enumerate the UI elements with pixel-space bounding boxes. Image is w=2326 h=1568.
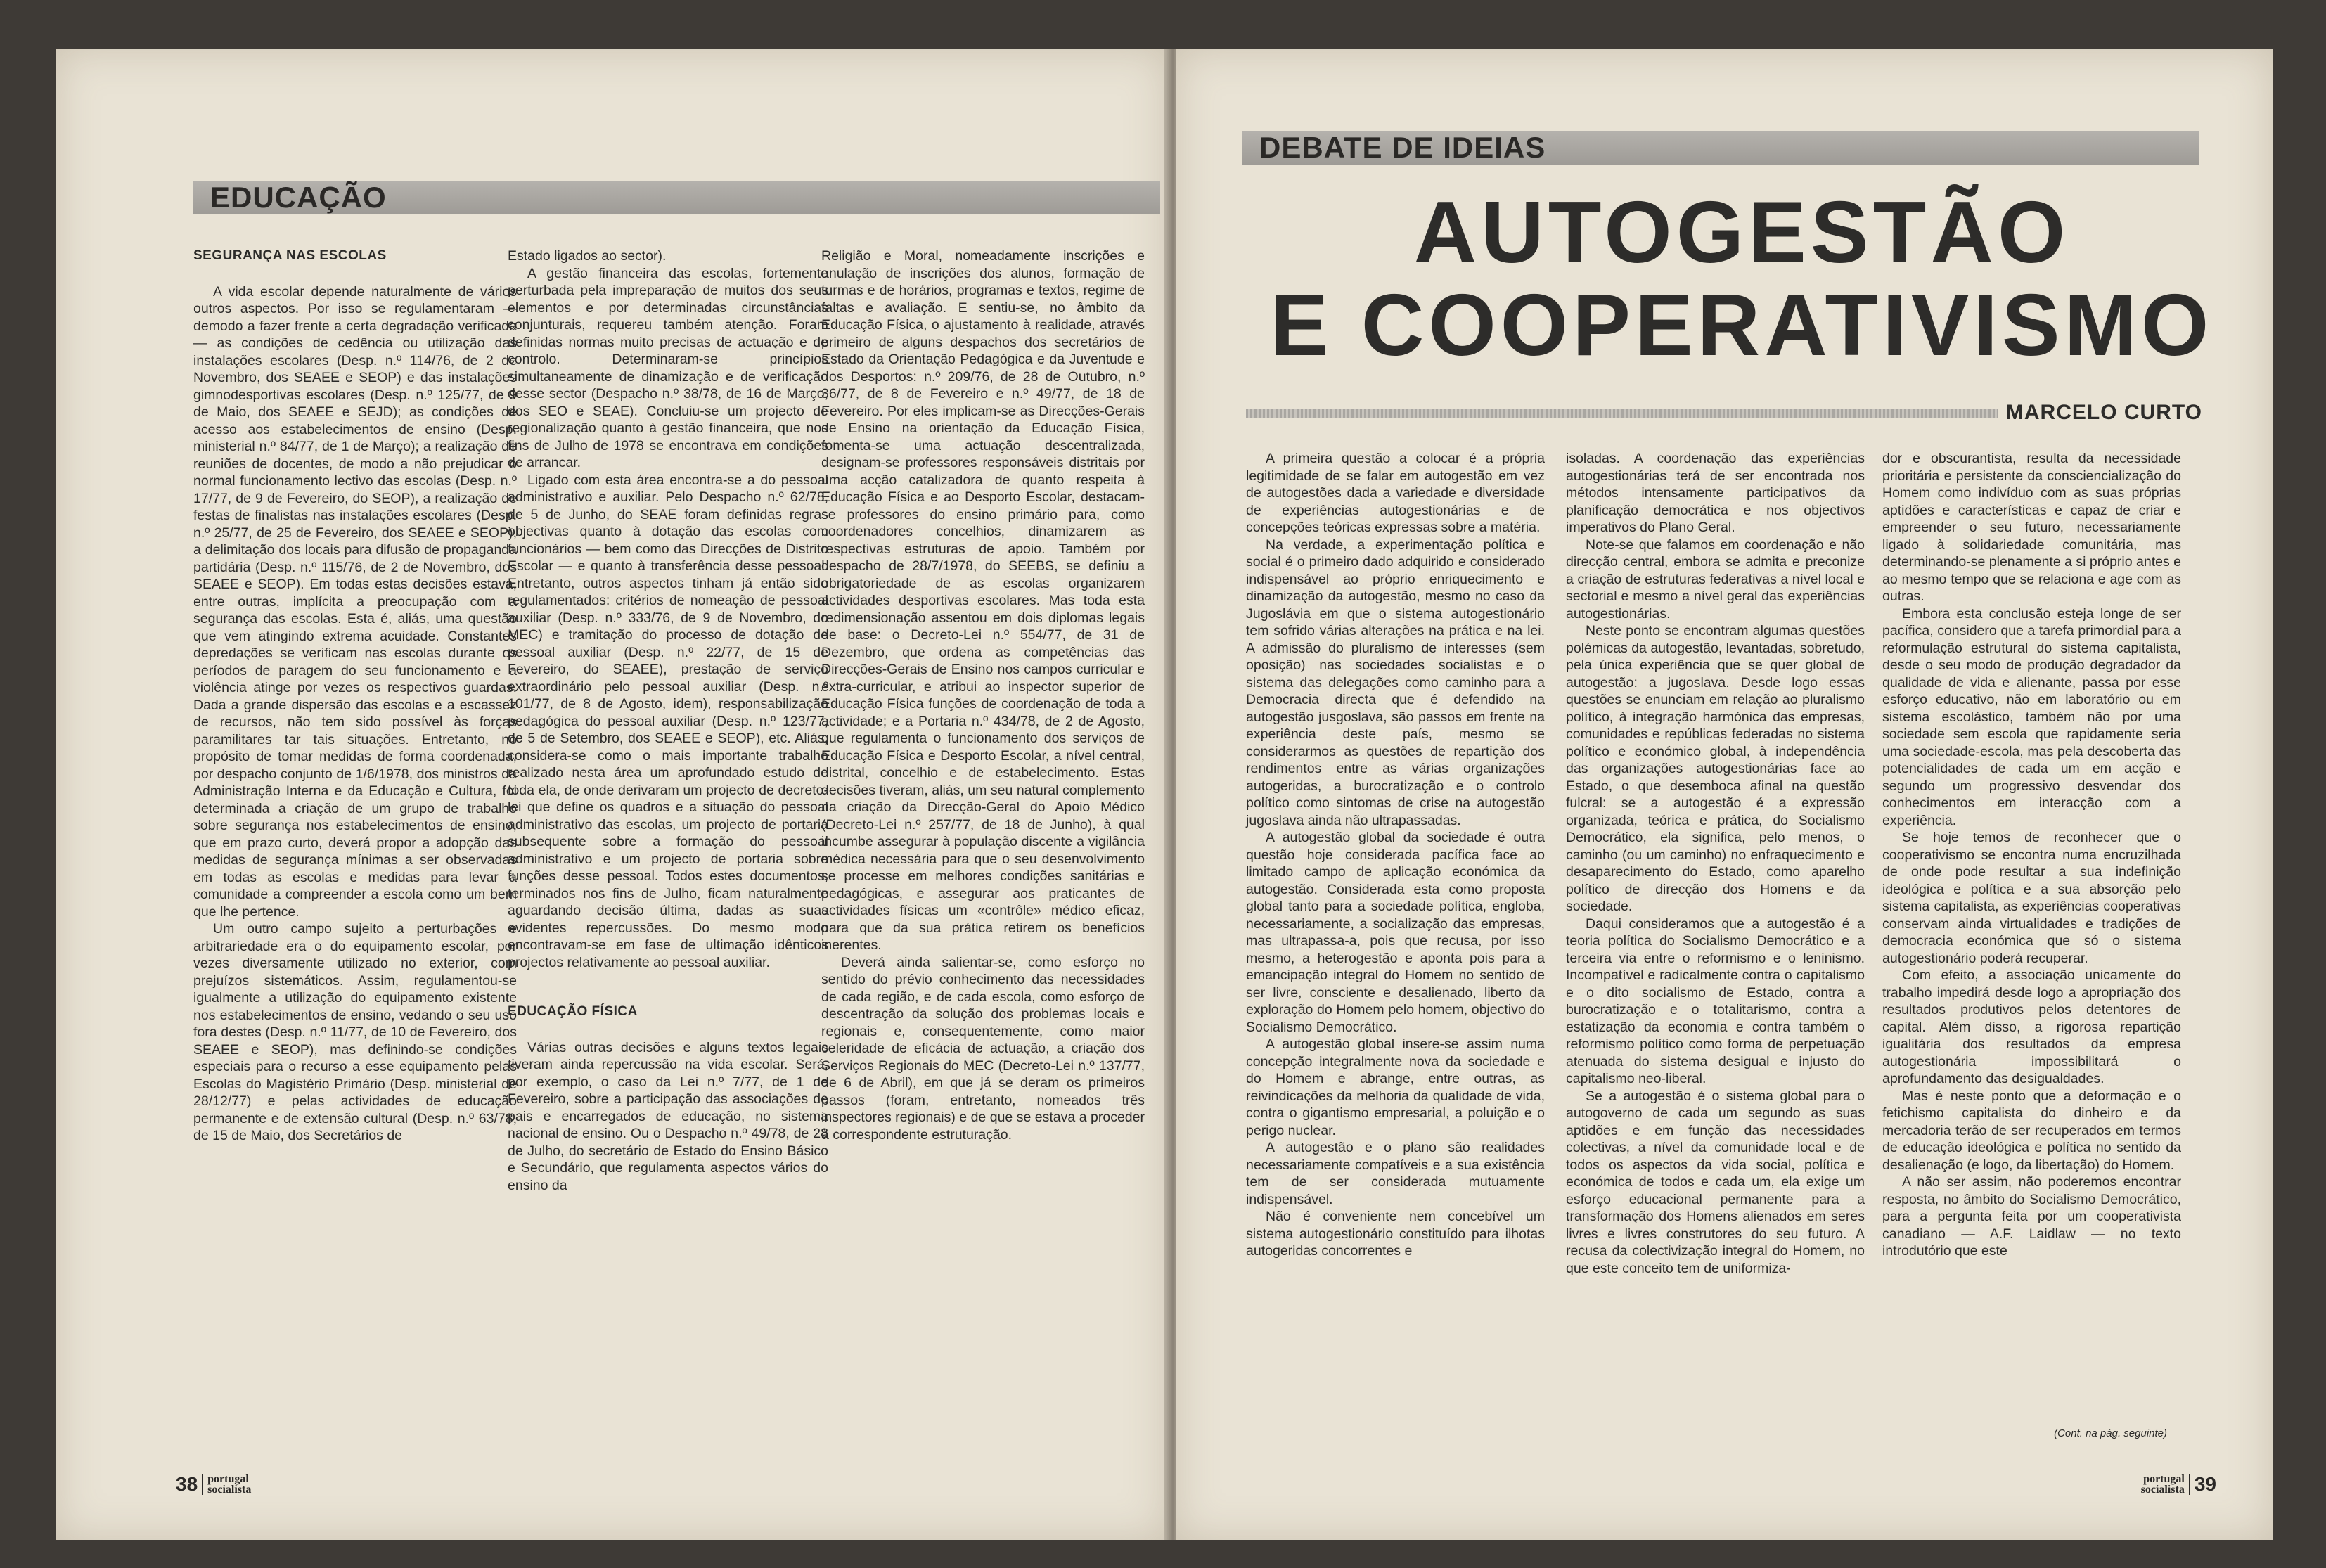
article-title	[1242, 186, 2241, 372]
paragraph: A não ser assim, não poderemos encontrar resposta, no âmbito do Socialismo Democrático, para a pergunta feita por um cooperativista canadiano — A.F. Laidlaw — no texto introdutório que este	[1882, 1174, 2181, 1259]
article-column	[1882, 450, 2181, 1260]
publication-logo	[202, 1474, 251, 1495]
paragraph: Estado ligados ao sector).	[508, 248, 667, 264]
paragraph: A gestão financeira das escolas, fortemente perturbada pela impreparação de muitos dos seus elementos e por determinadas circunstâncias conjunturais, requereu também atenção. Foram definidas normas muito precisas de actuação e de controlo. Determinaram-se princípios simultaneamente de dinamização e de verificação desse sector (Despacho n.º 38/78, de 16 de Março, dos SEO e SEAE). Concluiu-se um projecto de regionalização quanto à gestão financeira, que nos fins de Julho de 1978 se encontrava em condições de arrancar.	[508, 265, 828, 470]
paragraph: Note-se que falamos em coordenação e não direcção central, embora se admita e preconize a criação de estruturas federativas a nível local e sectorial e mesmo a nível geral das experiências autogestionárias.	[1566, 536, 1865, 622]
paragraph: Na verdade, a experimentação política e social é o primeiro dado adquirido e considerado indispensável ao próprio enriquecimento e dinamização da autogestão, mesmo no caso da Jugoslávia em que o sistema autogestionário tem sofrido várias alterações na prática e na lei. A admissão do pluralismo de interesses (sem oposição) nas sociedades socialistas e o sistema das delegações como caminho para a Democracia directa que é defendido na autogestão jusgoslava, são passos em frente na experiência deste país, mesmo se considerarmos as questões de repartição dos rendimentos entre as várias organizações autogeridas, a burocratização e o controlo político como sintomas de crise na autogestão jugoslava ainda não ultrapassadas.	[1246, 536, 1545, 828]
section-subheading: SEGURANÇA NAS ESCOLAS	[193, 248, 387, 263]
paragraph: Mas é neste ponto que a deformação e o fetichismo capitalista do dinheiro e da mercadoria terão de ser recuperados em termos de educação ideológica e política no sentido da desalienação (e logo, da libertação) do Homem.	[1882, 1088, 2181, 1173]
page-number-text: 38	[176, 1473, 198, 1495]
title-line: E COOPERATIVISMO	[1270, 277, 2213, 374]
section-subheading: EDUCAÇÃO FÍSICA	[508, 1004, 638, 1019]
left-page	[56, 49, 1167, 1540]
publication-logo	[2141, 1474, 2190, 1495]
logo-line: socialista	[207, 1484, 252, 1496]
paragraph: Várias outras decisões e alguns textos legais tiveram ainda repercussão na vida escolar. Será, por exemplo, o caso da Lei n.º 7/77, de 1 de Fevereiro, sobre a participação das associações de pais e encarregados de educação, no sistema nacional de ensino. Ou o Despacho n.º 49/78, de 28 de Julho, do secretário de Estado do Ensino Básico e Secundário, que regulamenta aspectos vários do ensino da	[508, 1039, 828, 1193]
paragraph: A autogestão e o plano são realidades necessariamente compatíveis e a sua existência tem de ser considerada mutuamente indispensável.	[1246, 1140, 1545, 1207]
paragraph: A autogestão global da sociedade é outra questão hoje considerada pacífica face ao limitado campo de aplicação económica da autogestão. Considerada esta como proposta global tanto para a sociedade política, engloba, necessariamente, a socialização das empresas, mas ultrapassa-a, pois que recusa, por isso mesmo, a heterogestão e aponta pois para a emancipação integral do Homem no sentido de ser livre, consciente e desalienado, liberto da exploração do Homem pelo homem, objectivo do Socialismo Democrático.	[1246, 830, 1545, 1035]
page-number-text: 39	[2194, 1473, 2216, 1495]
section-title: DEBATE DE IDEIAS	[1259, 131, 1546, 164]
paragraph: Religião e Moral, nomeadamente inscrições e anulação de inscrições dos alunos, formação de turmas e de horários, programas e textos, regime de faltas e avaliação. E sentiu-se, no âmbito da Educação Física, o ajustamento à realidade, através primeiro de alguns despachos dos secretários de Estado da Orientação Pedagógica e da Juventude e dos Desportos: n.º 209/76, de 28 de Outubro, n.º 36/77, de 8 de Fevereiro e n.º 49/77, de 18 de Fevereiro. Por eles implicam-se as Direcções-Gerais de Ensino na orientação da Educação Física, fomenta-se uma actuação descentralizada, designam-se professores responsáveis distritais por uma acção catalizadora de quanto respeita à Educação Física e ao Desporto Escolar, destacam-se professores do ensino primário para, como coordenadores concelhios, dinamizarem as respectivas estruturas de apoio. Também por despacho de 28/7/1978, do SEEBS, se definiu a obrigatoriedade de as escolas organizarem actividades desportivas escolares. Mas toda esta redimensionação assentou em dois diplomas legais de base: o Decreto-Lei n.º 554/77, de 31 de Dezembro, que ordena as competências das Direcções-Gerais de Ensino nos campos curricular e extra-curricular, e atribui ao inspector superior de Educação Física funções de coordenação de toda a actividade; e a Portaria n.º 434/78, de 2 de Agosto, que regulamenta o funcionamento dos serviços de Educação Física e Desporto Escolar, a nível central, distrital, concelhio e de estabelecimento. Estas decisões tiveram, aliás, um seu natural complemento na criação da Direcção-Geral do Apoio Médico (Decreto-Lei n.º 257/77, de 18 de Junho), à qual incumbe assegurar à população discente a vigilância médica necessária para que o seu desenvolvimento se processe em melhores condições sanitárias e pedagógicas, e assegurar aos praticantes de actividades físicas um «contrôle» médico eficaz, para que da sua prática retirem os benefícios inerentes.	[821, 248, 1145, 953]
paragraph: Com efeito, a associação unicamente do trabalho impedirá desde logo a apropriação dos resultados produtivos pelos detentores de capital. Além disso, a rigorosa repartição igualitária dos resultados da empresa autogestionária impossibilitará o aprofundamento das desigualdades.	[1882, 968, 2181, 1086]
paragraph: Um outro campo sujeito a perturbações e arbitrariedade era o do equipamento escolar, por vezes diversamente utilizado no exterior, com prejuízos sistemáticos. Assim, regulamentou-se igualmente a utilização do equipamento existente nos estabelecimentos de ensino, vedando o seu uso fora destes (Desp. n.º 11/77, de 10 de Fevereiro, dos SEAEE e SEOP), mas definindo-se condições especiais para o recurso a esse equipamento pelas Escolas do Magistério Primário (Desp. ministerial de 28/12/77) e pelas actividades de educação permanente e de extensão cultural (Desp. n.º 63/78, de 15 de Maio, dos Secretários de	[193, 921, 517, 1143]
paragraph: A primeira questão a colocar é a própria legitimidade de se falar em autogestão em vez de autogestões dada a variedade e diversidade de experiências autogestionárias e de concepções teóricas expressas sobre a matéria.	[1246, 451, 1545, 535]
logo-line: socialista	[2140, 1484, 2185, 1496]
section-title: EDUCAÇÃO	[210, 181, 387, 214]
page-number	[2141, 1473, 2216, 1496]
paragraph: dor e obscurantista, resulta da necessidade prioritária e persistente da consciencialização do Homem como indivíduo com as suas próprias aptidões e características e capaz de criar e empreender o seu futuro, necessariamente ligado à solidariedade comunitária, mas determinando-se plenamente a si próprio antes e ao mesmo tempo que se relaciona e age com as outras.	[1882, 451, 2181, 604]
logo-line: portugal	[207, 1473, 249, 1485]
paragraph: isoladas. A coordenação das experiências autogestionárias terá de ser encontrada nos métodos intensamente participativos da planificação democrática e nos objectivos imperativos do Plano Geral.	[1566, 451, 1865, 535]
page-number	[176, 1473, 251, 1496]
logo-line: portugal	[2143, 1473, 2185, 1485]
paragraph: A vida escolar depende naturalmente de vários outros aspectos. Por isso se regulamentaram — demodo a fazer frente a certa degradação verificada — as condições de cedência ou utilização das instalações escolares (Desp. n.º 114/76, de 2 de Novembro, dos SEAEE e SEOP) e das instalações gimnodesportivas escolares (Desp. n.º 125/77, de 9 de Maio, dos SEAEE e SEJD); as condições de acesso aos estabelecimentos de ensino (Desp. ministerial n.º 84/77, de 1 de Março); a realização de reuniões de docentes, de modo a não prejudicar o normal funcionamento lectivo das escolas (Desp. n.º 17/77, de 9 de Fevereiro, do SEOP), a realização de festas de finalistas nas instalações escolares (Desp. n.º 25/77, de 25 de Fevereiro, dos SEAEE e SEOP), a delimitação dos locais para difusão de propaganda partidária (Desp. n.º 115/76, de 2 de Novembro, dos SEAEE e SEOP). Em todas estas decisões estava, entre outras, implícita a preocupação com a segurança das escolas. Esta é, aliás, uma questão que vem atingindo extrema acuidade. Constantes depredações se verificam nas escolas durante os períodos de paragem do seu funcionamento e a violência atinge por vezes os respectivos guardas. Dada a grande dispersão das escolas e a escassez de recursos, não tem sido possível às forças paramilitares tar tais situações. Entretanto, no propósito de tomar medidas de forma coordenada, por despacho conjunto de 1/6/1978, dos ministros da Administração Interna e da Educação e Cultura, foi determinada a criação de um grupo de trabalho sobre segurança nos estabelecimentos de ensino, que em prazo curto, deverá propor a adopção das medidas de segurança mínimas a ser observadas em todas as escolas e medidas para levar a comunidade a compreender a escola como um bem que lhe pertence.	[193, 283, 517, 920]
paragraph: Daqui consideramos que a autogestão é a teoria política do Socialismo Democrático e a terceira via entre o reformismo e o leninismo. Incompatível e radicalmente contra o capitalismo e o dito socialismo de Estado, contra a burocratização e o totalitarismo, contra a estatização da economia e contra também o reformismo político como forma de perpetuação atenuada do sistema desigual e injusto do capitalismo neo-liberal.	[1566, 915, 1865, 1086]
continued-note: (Cont. na pág. seguinte)	[2054, 1427, 2167, 1439]
paragraph: Embora esta conclusão esteja longe de ser pacífica, considero que a tarefa primordial para a reformulação estrutural do sistema capitalista, desde o seu modo de produção degradador da qualidade de vida e alienante, passa por esse esforço educativo, não em laboratório ou em sistema escolástico, também não por uma sociedade sem escola que rapidamente seria uma sociedade-escola, mas pela descoberta das potencialidades de cada um em acção e segundo um progressivo desvendar dos conhecimentos em interacção com a experiência.	[1882, 605, 2181, 828]
paragraph: Se hoje temos de reconhecer que o cooperativismo se encontra numa encruzilhada de onde pode resultar a sua indefinição ideológica e política e a sua absorção pelo sistema capitalista, as experiências cooperativas conservam ainda virtualidades e tradições de democracia económica que só o sistema autogestionário poderá recuperar.	[1882, 830, 2181, 966]
right-page	[1176, 49, 2273, 1540]
article-column	[1246, 450, 1545, 1260]
article-column	[508, 248, 828, 1194]
author-byline: MARCELO CURTO	[1998, 401, 2208, 425]
paragraph: Não é conveniente nem concebível um sistema autogestionário constituído para ilhotas autogeridas concorrentes e	[1246, 1209, 1545, 1259]
article-column	[821, 248, 1145, 1143]
title-line: AUTOGESTÃO	[1413, 184, 2070, 281]
paragraph: Ligado com esta área encontra-se a do pessoal administrativo e auxiliar. Pelo Despacho n.º 62/78, de 5 de Junho, do SEAE foram definidas regras objectivas quanto à dotação das escolas com funcionários — bem como das Direcções de Distrito Escolar — e quanto à transferência desse pessoal. Entretanto, outros aspectos tinham já então sido regulamentados: critérios de nomeação de pessoal auxiliar (Desp. n.º 333/76, de 9 de Novembro, do MEC) e tramitação do processo de dotação de pessoal auxiliar (Desp. n.º 22/77, de 15 de Fevereiro, do SEAEE), prestação de serviço extraordinário pelo pessoal auxiliar (Desp. n.º 101/77, de 8 de Agosto, idem), responsabilização pedagógica do pessoal auxiliar (Desp. n.º 123/77, de 5 de Setembro, dos SEAEE e SEOP), etc. Aliás, considera-se como o mais importante trabalho realizado nesta área um aprofundado estudo de toda ela, de onde derivaram um projecto de decreto-lei que define os quadros e a situação do pessoal administrativo das escolas, um projecto de portaria subsequente sobre a formação do pessoal administrativo e um projecto de portaria sobre funções desse pessoal. Todos estes documentos, terminados nos fins de Julho, ficam naturalmente aguardando decisão última, dadas as suas evidentes repercussões. Do mesmo modo encontravam-se em fase de ultimação idênticos projectos relativamente ao pessoal auxiliar.	[508, 472, 828, 970]
paragraph: Neste ponto se encontram algumas questões polémicas da autogestão, levantadas, sobretudo, pela única experiência que se quer global de autogestão: a jugoslava. Desde logo essas questões se enunciam em relação ao pluralismo político, à integração harmónica das empresas, comunidades e repúblicas federadas no sistema político e económico global, à independência das organizações autogestionárias face ao Estado, o que desemboca afinal na questão fulcral: se a autogestão é a expressão organizada, teórica e prática, do Socialismo Democrático, ela significa, pelo menos, o caminho (ou um caminho) no enfraquecimento e desaparecimento do Estado, como aparelho político de direcção dos Homens e da sociedade.	[1566, 623, 1865, 914]
paragraph: Se a autogestão é o sistema global para o autogoverno de cada um segundo as suas aptidões e em função das necessidades colectivas, a nível da comunidade local e de todos os aspectos da vida social, política e económica de todos e cada um, ela exige um esforço educacional permanente para a transformação dos Homens alienados em seres livres e livres construtores do seu futuro. A recusa da colectivização integral do Homem, no que este conceito tem de uniformiza-	[1566, 1088, 1865, 1276]
paragraph: Deverá ainda salientar-se, como esforço no sentido do prévio conhecimento das necessidades de cada região, e de cada escola, como esforço de descentração da solução dos problemas locais e regionais e, consequentemente, como maior celeridade de eficácia de actuação, a criação dos Serviços Regionais do MEC (Decreto-Lei n.º 137/77, de 6 de Abril), em que já se deram os primeiros passos (foram, entretanto, nomeados três inspectores regionais) e de que se estava a proceder à correspondente estruturação.	[821, 954, 1145, 1143]
paragraph: A autogestão global insere-se assim numa concepção integralmente nova da sociedade e do Homem e abrange, entre outras, as reivindicações da melhoria da qualidade de vida, contra o gigantismo empresarial, a poluição e o perigo nuclear.	[1246, 1036, 1545, 1138]
article-column	[193, 248, 517, 1145]
article-column	[1566, 450, 1865, 1277]
